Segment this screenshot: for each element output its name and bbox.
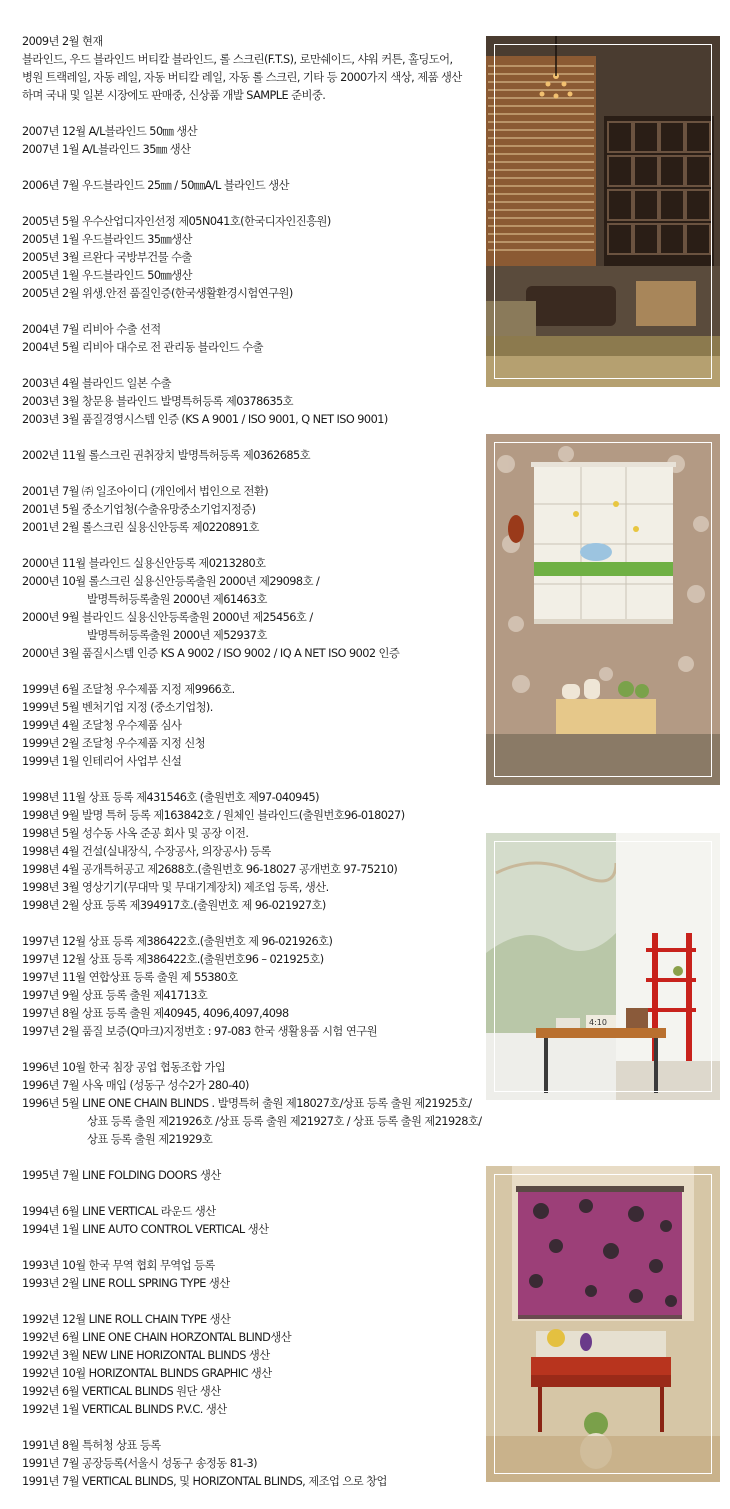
intro-line: 하며 국내 및 일본 시장에도 판매중, 신상품 개발 SAMPLE 준비중. xyxy=(22,89,326,102)
history-entry: 1994년 1월 LINE AUTO CONTROL VERTICAL 생산 xyxy=(22,1223,269,1236)
history-entry: 2007년 12월 A/L블라인드 50㎜ 생산 xyxy=(22,125,198,138)
history-entry: 2001년 7월 ㈜ 일조아이디 (개인에서 법인으로 전환) xyxy=(22,485,269,498)
history-entry: 1996년 7월 사옥 매입 (성동구 성수2가 280-40) xyxy=(22,1079,249,1092)
history-year-group xyxy=(22,447,477,465)
history-entry: 1997년 8월 상표 등록 출원 제40945, 4096,4097,4098 xyxy=(22,1007,289,1020)
history-year-group xyxy=(22,321,477,357)
history-entry: 2000년 3월 품질시스템 인증 KS A 9002 / ISO 9002 / IQ A NET ISO 9002 인증 xyxy=(22,647,400,660)
history-entry-continuation: 상표 등록 출원 제21929호 xyxy=(87,1133,213,1146)
history-entry: 1994년 6월 LINE VERTICAL 라운드 생산 xyxy=(22,1205,216,1218)
company-history xyxy=(22,33,482,1509)
history-entry: 1999년 1월 인테리어 사업부 신설 xyxy=(22,755,182,768)
history-entry: 2007년 1월 A/L블라인드 35㎜ 생산 xyxy=(22,143,191,156)
history-entry: 1999년 6월 조달청 우수제품 지정 제9966호. xyxy=(22,683,235,696)
history-entry: 1995년 7월 LINE FOLDING DOORS 생산 xyxy=(22,1169,221,1182)
history-entry: 1997년 11월 연합상표 등록 출원 제 55380호 xyxy=(22,971,238,984)
history-entry: 2000년 11월 블라인드 실용신안등록 제0213280호 xyxy=(22,557,266,570)
history-entry: 1991년 7월 공장등록(서울시 성동구 송정동 81-3) xyxy=(22,1457,257,1470)
history-entry: 2001년 5월 중소기업청(수출유망중소기업지정증) xyxy=(22,503,256,516)
history-entry: 2004년 7월 리비아 수출 선적 xyxy=(22,323,161,336)
history-entry: 2005년 2월 위생.안전 품질인증(한국생활환경시험연구원) xyxy=(22,287,293,300)
history-entry: 1998년 11월 상표 등록 제431546호 (출원번호 제97-040945) xyxy=(22,791,319,804)
history-entry-continuation: 발명특허등록출원 2000년 제52937호 xyxy=(87,629,267,642)
history-entry: 2006년 7월 우드블라인드 25㎜ / 50㎜A/L 블라인드 생산 xyxy=(22,179,290,192)
history-entry: 1992년 12월 LINE ROLL CHAIN TYPE 생산 xyxy=(22,1313,231,1326)
history-entry: 1997년 12월 상표 등록 제386422호.(출원번호96 – 021925호) xyxy=(22,953,324,966)
wood-blind-living-room-photo xyxy=(486,36,720,387)
history-entry: 1998년 5월 성수동 사옥 준공 회사 및 공장 이전. xyxy=(22,827,249,840)
history-entries xyxy=(22,123,482,1491)
history-entry: 2003년 3월 창문용 블라인드 발명특허등록 제0378635호 xyxy=(22,395,294,408)
history-entry: 1993년 2월 LINE ROLL SPRING TYPE 생산 xyxy=(22,1277,230,1290)
history-entry: 1993년 10월 한국 무역 협회 무역업 등록 xyxy=(22,1259,215,1272)
history-entry: 2001년 2월 롤스크린 실용신안등록 제0220891호 xyxy=(22,521,259,534)
history-year-group xyxy=(22,123,477,159)
history-year-group xyxy=(22,1167,477,1185)
history-entry: 1992년 1월 VERTICAL BLINDS P.V.C. 생산 xyxy=(22,1403,227,1416)
floral-roll-screen-photo xyxy=(486,1166,720,1482)
history-entry: 1991년 8월 특허청 상표 등록 xyxy=(22,1439,161,1452)
history-year-group xyxy=(22,555,477,663)
history-entry: 1992년 6월 LINE ONE CHAIN HORZONTAL BLIND생산 xyxy=(22,1331,292,1344)
history-year-group xyxy=(22,681,477,771)
history-entry: 2000년 10월 롤스크린 실용신안등록출원 2000년 제29098호 / xyxy=(22,575,320,588)
history-entry: 1992년 6월 VERTICAL BLINDS 원단 생산 xyxy=(22,1385,221,1398)
history-year-group xyxy=(22,483,477,537)
history-entry: 1991년 7월 VERTICAL BLINDS, 및 HORIZONTAL BLINDS, 제조업 으로 창업 xyxy=(22,1475,387,1488)
history-intro xyxy=(22,33,477,105)
history-entry: 1999년 5월 벤처기업 지정 (중소기업청). xyxy=(22,701,213,714)
history-entry: 1997년 2월 품질 보증(Q마크)지정번호 : 97-083 한국 생활용품 시험 연구원 xyxy=(22,1025,377,1038)
history-entry: 2000년 9월 블라인드 실용신안등록출원 2000년 제25456호 / xyxy=(22,611,313,624)
history-entry: 2004년 5월 리비아 대수로 전 관리동 블라인드 수출 xyxy=(22,341,264,354)
history-entry: 1999년 2월 조달청 우수제품 지정 신청 xyxy=(22,737,206,750)
history-entry: 1992년 10월 HORIZONTAL BLINDS GRAPHIC 생산 xyxy=(22,1367,272,1380)
intro-line: 병원 트랙레일, 자동 레일, 자동 버티칼 레일, 자동 롤 스크린, 기타 등 2000가지 색상, 제품 생산 xyxy=(22,71,462,84)
history-entry: 2005년 1월 우드블라인드 35㎜생산 xyxy=(22,233,192,246)
history-year-group xyxy=(22,375,477,429)
history-entry: 2003년 3월 품질경영시스템 인증 (KS A 9001 / ISO 9001, Q NET ISO 9001) xyxy=(22,413,388,426)
history-entry: 1992년 3월 NEW LINE HORIZONTAL BLINDS 생산 xyxy=(22,1349,270,1362)
history-entry: 1998년 9월 발명 특허 등록 제163842호 / 원체인 블라인드(출원번호96-018027) xyxy=(22,809,405,822)
history-entry: 1997년 9월 상표 등록 출원 제41713호 xyxy=(22,989,208,1002)
history-year-group xyxy=(22,213,477,303)
history-entry: 2005년 1월 우드블라인드 50㎜생산 xyxy=(22,269,192,282)
history-year-group xyxy=(22,177,477,195)
history-entry: 1998년 3월 영상기기(무대막 및 무대기계장치) 제조업 등록, 생산. xyxy=(22,881,329,894)
history-entry: 1996년 10월 한국 침장 공업 협동조합 가입 xyxy=(22,1061,226,1074)
intro-line: 블라인드, 우드 블라인드 버티칼 블라인드, 롤 스크린(F.T.S), 로만쉐이드, 샤워 커튼, 홀딩도어, xyxy=(22,53,453,66)
intro-line: 2009년 2월 현재 xyxy=(22,35,103,48)
history-entry: 2005년 3월 르완다 국방부건물 수출 xyxy=(22,251,192,264)
landscape-roll-screen-photo xyxy=(486,833,720,1100)
history-year-group xyxy=(22,1059,482,1149)
history-entry: 2002년 11월 롤스크린 권취장치 발명특허등록 제0362685호 xyxy=(22,449,311,462)
history-year-group xyxy=(22,1203,477,1239)
history-year-group xyxy=(22,789,477,915)
history-entry: 1997년 12월 상표 등록 제386422호.(출원번호 제 96-021926호) xyxy=(22,935,333,948)
history-entry: 1998년 4월 건설(실내장식, 수장공사, 의장공사) 등록 xyxy=(22,845,271,858)
history-year-group xyxy=(22,1311,477,1419)
history-entry: 1996년 5월 LINE ONE CHAIN BLINDS . 발명특허 출원 제18027호/상표 등록 출원 제21925호/ xyxy=(22,1097,472,1110)
history-entry: 2003년 4월 블라인드 일본 수출 xyxy=(22,377,171,390)
history-entry-continuation: 발명특허등록출원 2000년 제61463호 xyxy=(87,593,267,606)
history-year-group xyxy=(22,1257,477,1293)
photo-clock-text: 4:10 xyxy=(589,1018,607,1027)
history-entry: 2005년 5월 우수산업디자인선정 제05N041호(한국디자인진흥원) xyxy=(22,215,331,228)
history-year-group xyxy=(22,933,477,1041)
history-entry-continuation: 상표 등록 출원 제21926호 /상표 등록 출원 제21927호 / 상표 등록 출원 제21928호/ xyxy=(87,1115,482,1128)
history-entry: 1998년 4월 공개특허공고 제2688호.(출원번호 96-18027 공개번호 97-75210) xyxy=(22,863,398,876)
history-entry: 1998년 2월 상표 등록 제394917호.(출원번호 제 96-021927호) xyxy=(22,899,326,912)
history-entry: 1999년 4월 조달청 우수제품 심사 xyxy=(22,719,182,732)
printed-roll-screen-photo xyxy=(486,434,720,785)
history-year-group xyxy=(22,1437,477,1491)
